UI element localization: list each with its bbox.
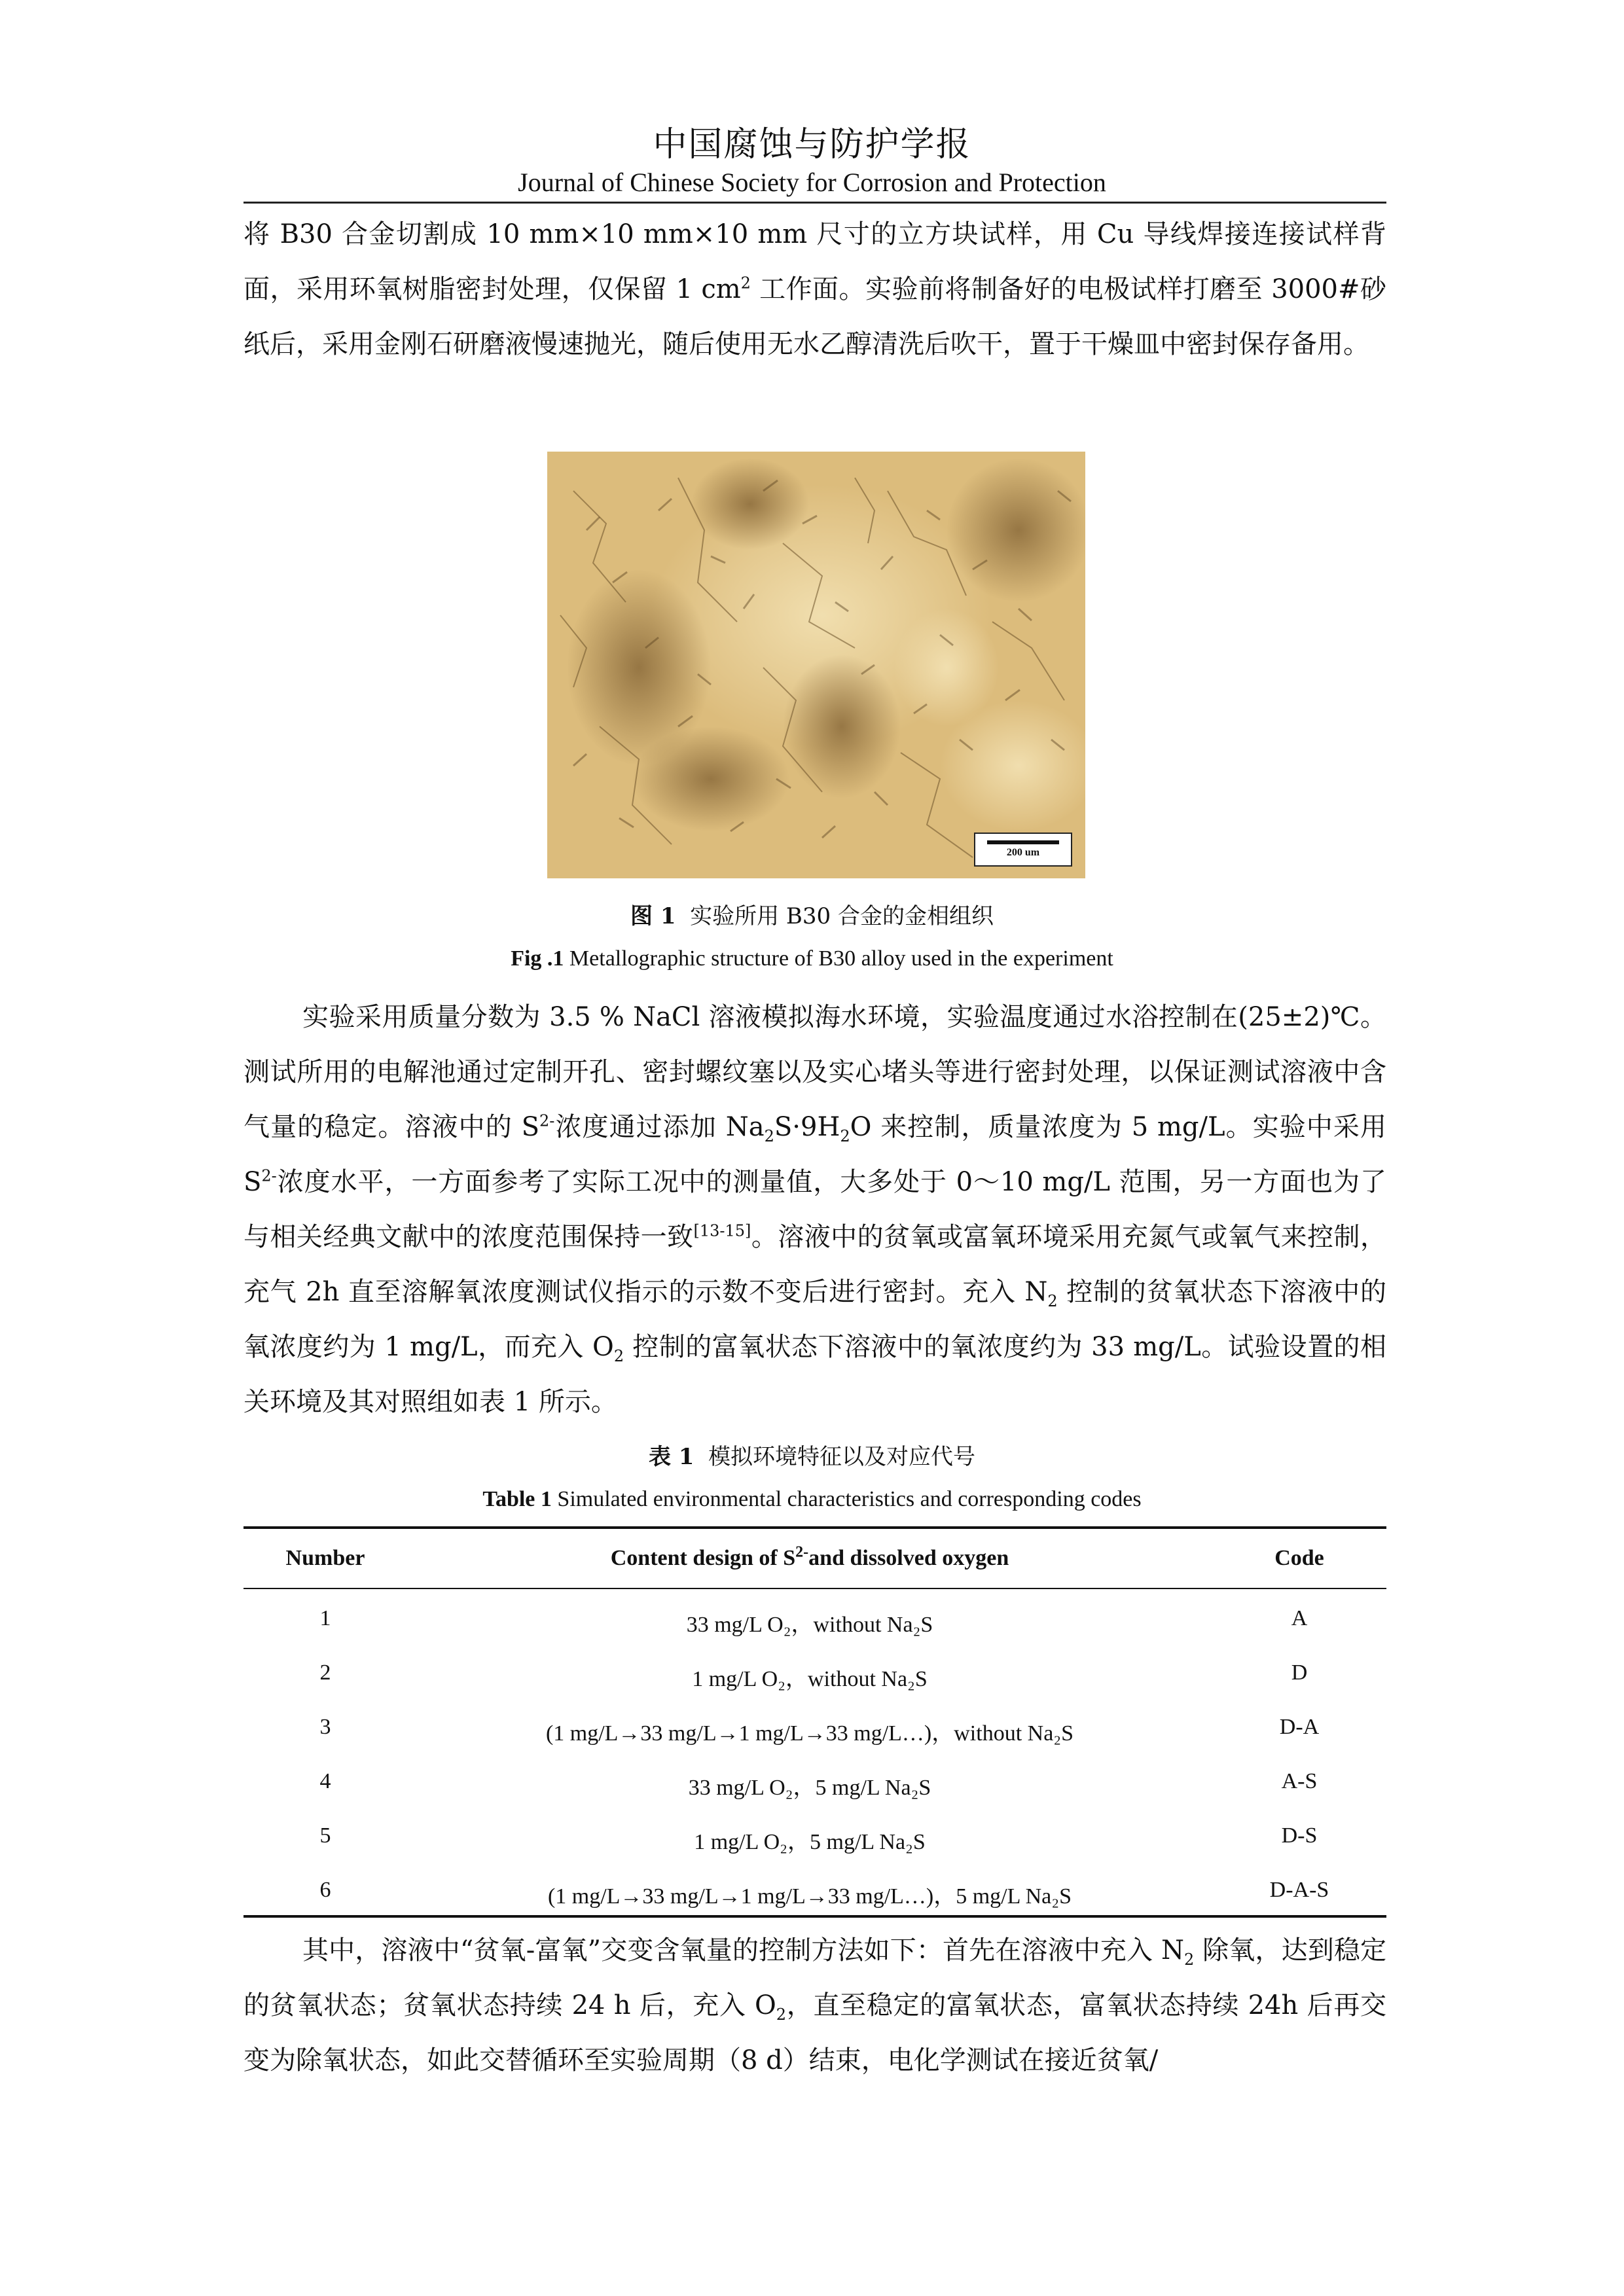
para2-t8: 控制的富氧状态下溶液中的氧浓度约为 33 mg/L。试验设置的相关环境及其对照组如表 1 所示。 [244, 1332, 1386, 1417]
cell-code: A-S [1281, 1769, 1318, 1793]
para3-t1: 其中，溶液中“贫氧-富氧”交变含氧量的控制方法如下：首先在溶液中充入 N [302, 1935, 1185, 1965]
table-rule-bottom [244, 1915, 1386, 1918]
para2-t2: 浓度通过添加 Na [554, 1112, 765, 1142]
paragraph-specimen-prep [244, 207, 1386, 372]
table-caption-cn-label: 表 1 [648, 1444, 695, 1470]
table-row [244, 1698, 1386, 1752]
para2-t5: 浓度水平，一方面参考了实际工况中的测量值，大多处于 0～10 mg/L 范围，另一方面也为了与相关经典文献中的浓度范围保持一致 [244, 1167, 1386, 1252]
figure-caption-en [0, 946, 1624, 971]
cell-design: (1 mg/L→33 mg/L→1 mg/L→33 mg/L…)，5 mg/L Na₂S [547, 1884, 1072, 1909]
cell-code: D [1291, 1660, 1308, 1685]
header-code: Code [1274, 1546, 1324, 1570]
table-caption-en-text: Simulated environmental characteristics and corresponding codes [557, 1487, 1142, 1511]
scale-bar-line [987, 840, 1059, 844]
table-row [244, 1752, 1386, 1806]
paragraph-experiment-setup [244, 990, 1386, 1429]
cell-code: A [1291, 1606, 1308, 1630]
table-rule-top [244, 1526, 1386, 1529]
header-design-sup: 2- [795, 1543, 809, 1561]
table-caption-cn-text: 模拟环境特征以及对应代号 [708, 1444, 976, 1470]
cell-number: 3 [319, 1715, 331, 1739]
paragraph-oxygen-cycling [244, 1923, 1386, 2088]
cell-code: D-S [1281, 1823, 1318, 1848]
table-row [244, 1861, 1386, 1915]
cell-design: (1 mg/L→33 mg/L→1 mg/L→33 mg/L…)，without Na₂S [545, 1721, 1074, 1746]
figure-caption-en-text: Metallographic structure of B30 alloy used in the experiment [569, 946, 1113, 971]
para1-line2: 面，采用环氧树脂密封处理，仅保留 1 cm [244, 274, 741, 304]
para2-t4: O 来控制，质量浓度为 5 mg/L。实验中采用 S [244, 1112, 1386, 1197]
para2-sub3: 2 [1047, 1292, 1058, 1310]
scale-bar-label: 200 um [1006, 847, 1040, 858]
journal-title-cn: 中国腐蚀与防护学报 [653, 125, 971, 164]
para1-line3: #砂纸后，采用金刚石研磨液慢速抛光，随后使用无水乙醇清洗后吹干，置于干燥皿中密封 [244, 274, 1386, 359]
para2-t7: 控制的贫氧状态下溶液中的氧浓度约为 1 mg/L，而充入 O [244, 1277, 1386, 1362]
figure-caption-cn [0, 898, 1624, 930]
table-caption-en [0, 1487, 1624, 1512]
cell-number: 4 [319, 1769, 331, 1793]
header-number: Number [285, 1546, 365, 1570]
table-row [244, 1589, 1386, 1643]
metallograph-image [547, 452, 1085, 878]
table-row [244, 1806, 1386, 1861]
para2-t1: 实验采用质量分数为 3.5 % NaCl 溶液模拟海水环境，实验温度通过水浴控制在(25±2)℃。测试所用的电解池通过定制开孔、密封螺纹塞以及实心堵头等进行密封处理，以保证测试溶液中含气量的稳定。溶液中的 S [244, 1002, 1386, 1142]
scale-bar [974, 833, 1072, 867]
para3-sub1: 2 [1184, 1950, 1195, 1969]
header-rule [244, 202, 1386, 204]
table-caption-cn [0, 1439, 1624, 1471]
header-design-post: and dissolved oxygen [808, 1546, 1009, 1570]
metallograph-figure [547, 452, 1085, 878]
para3-t3: ，直至稳定的富氧状态，富氧状态持续 24h 后再交变为除氧状态，如此交替循环至实验周期（8 d）结束，电化学测试在接近贫氧/ [244, 1990, 1386, 2075]
cell-code: D-A-S [1269, 1878, 1329, 1902]
para1-line4: 保存备用。 [1238, 329, 1369, 359]
table-caption-en-label: Table 1 [482, 1487, 552, 1511]
para3-sub2: 2 [776, 2005, 787, 2024]
cell-number: 1 [319, 1606, 331, 1630]
cell-design: 33 mg/L O₂，without Na₂S [686, 1613, 933, 1637]
para2-sub2: 2 [840, 1127, 850, 1145]
cell-code: D-A [1279, 1715, 1320, 1739]
figure-caption-en-label: Fig .1 [511, 946, 564, 971]
para1-sup: 2 [740, 274, 751, 293]
para2-t6: 。溶液中的贫氧或富氧环境采用充氮气或氧气来控制，充气 2h 直至溶解氧浓度测试仪指示的示数不变后进行密封。充入 N [244, 1222, 1387, 1307]
cell-design: 33 mg/L O₂，5 mg/L Na₂S [688, 1776, 931, 1800]
cell-design: 1 mg/L O₂，5 mg/L Na₂S [694, 1830, 926, 1854]
figure-caption-cn-label: 图 1 [630, 903, 676, 929]
cell-design: 1 mg/L O₂，without Na₂S [692, 1667, 928, 1691]
header-design-pre: Content design of S [610, 1546, 796, 1570]
cell-number: 2 [319, 1660, 331, 1685]
para1-line2b: 工作面。实验前将制备好的电极试样打磨至 3000 [750, 274, 1339, 304]
table-row [244, 1643, 1386, 1698]
para2-t3: S·9H [774, 1112, 840, 1142]
journal-title-en: Journal of Chinese Society for Corrosion and Protection [518, 168, 1106, 197]
table-header-row [244, 1530, 1386, 1585]
figure-caption-cn-text: 实验所用 B30 合金的金相组织 [690, 903, 994, 929]
cell-number: 6 [319, 1878, 331, 1902]
para2-sup1: 2- [539, 1111, 555, 1130]
header-design [407, 1543, 1212, 1571]
cell-number: 5 [319, 1823, 331, 1848]
para3-t2: 除氧，达到稳定的贫氧状态；贫氧状态持续 24 h 后，充入 O [244, 1935, 1386, 2020]
para2-sub1: 2 [764, 1127, 774, 1145]
para2-sub4: 2 [613, 1347, 624, 1365]
para2-citation: [13-15] [693, 1221, 751, 1240]
para1-line1: 将 B30 合金切割成 10 mm×10 mm×10 mm 尺寸的立方块试样，用 Cu 导线焊接连接试样背 [244, 219, 1386, 249]
para2-sup2: 2- [261, 1166, 277, 1185]
